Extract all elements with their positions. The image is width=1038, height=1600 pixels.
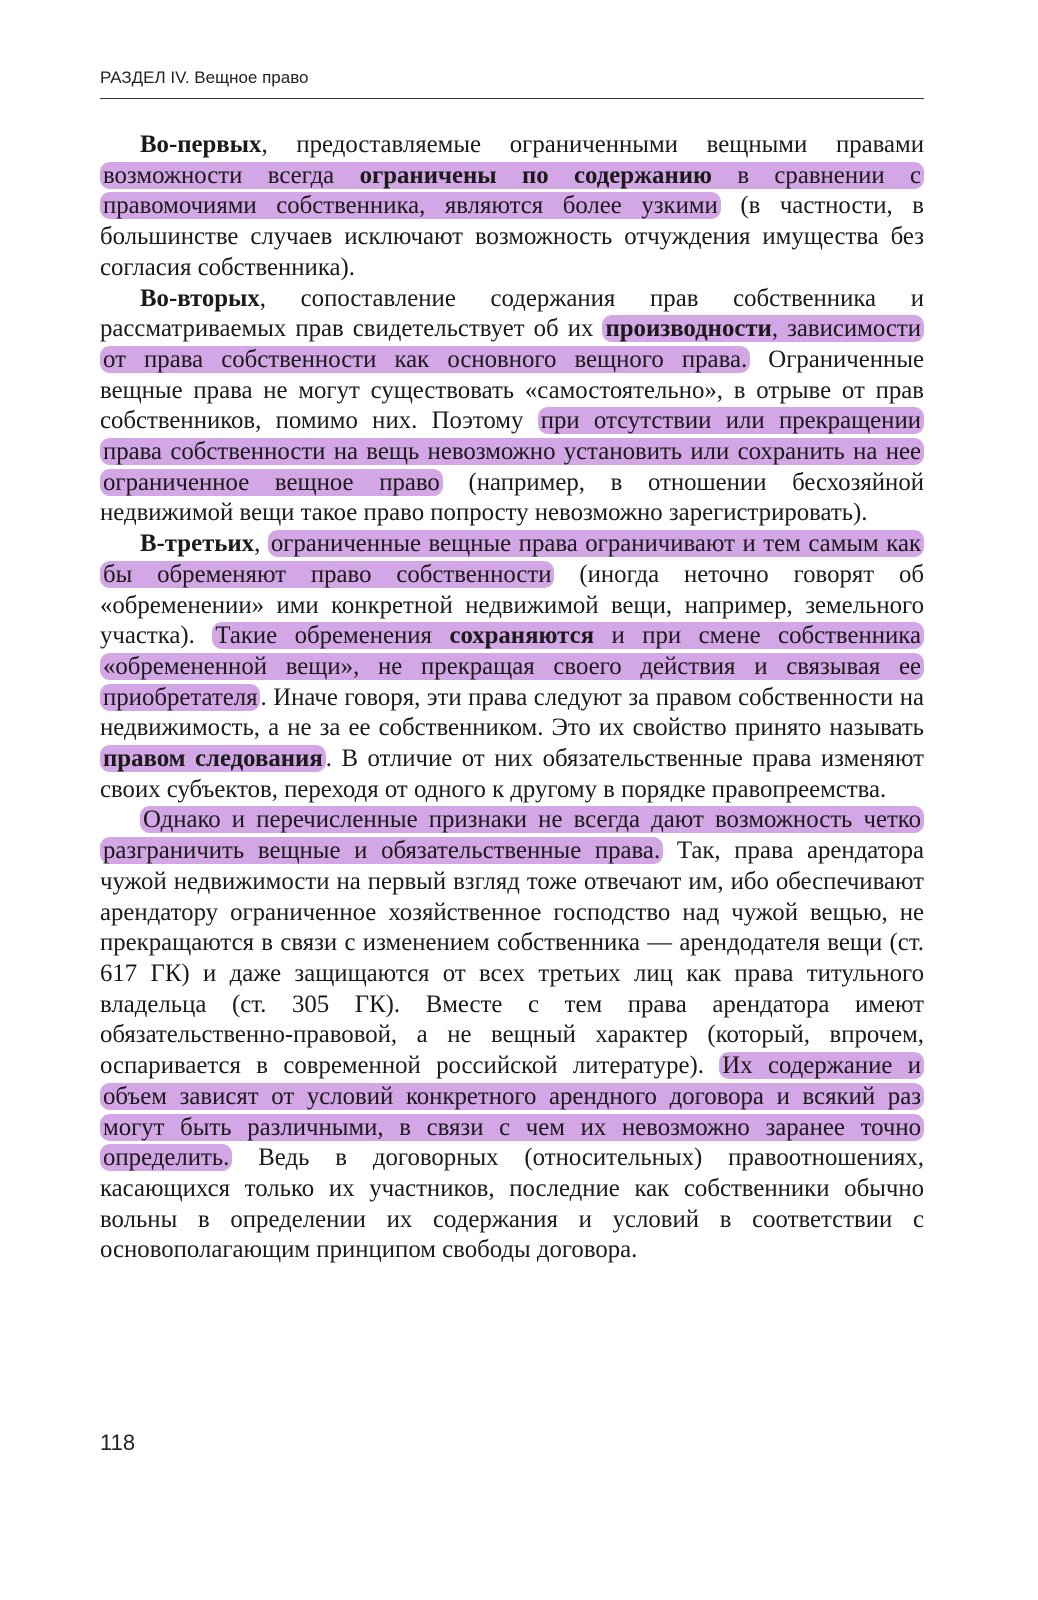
highlight: ограниченные вещные права ограничивают и тем самым как бы обременяют право собственности bbox=[100, 530, 924, 588]
highlight-text: возможности всегда bbox=[103, 161, 360, 189]
text-run: . Иначе говоря, эти права следуют за правом собственности на недвижимость, а не за ее собственником. Это их свойство принято называть bbox=[100, 683, 924, 742]
paragraph-3 bbox=[100, 529, 924, 805]
highlight-bold-text: правом следования bbox=[103, 745, 323, 773]
paragraph-1 bbox=[100, 130, 924, 284]
text-run: (иногда неточно говорят об «обременении» ими конкретной недвижимой вещи, например, земельного участка). bbox=[100, 560, 925, 650]
text-run: (например, в отношении бесхозяйной недвижимой вещи такое право попросту невозможно зарегистрировать). bbox=[100, 468, 924, 527]
text-run: Ограниченные вещные права не могут существовать «самостоятельно», в отрыве от прав собственников, помимо них. Поэтому bbox=[100, 345, 924, 435]
highlight-text: , зависимости от права собственности как основного вещного права. bbox=[103, 315, 921, 373]
highlight-text: в сравнении с правомочиями собственника, являются более узкими bbox=[103, 161, 921, 220]
running-header bbox=[100, 64, 924, 99]
text-run: , bbox=[254, 530, 268, 558]
paragraph-2 bbox=[100, 284, 924, 530]
highlight: Однако и перечисленные признаки не всегда дают возможность четко разграничить вещные и обязательственные права. bbox=[100, 806, 924, 864]
paragraph-lead: Во-первых bbox=[140, 131, 262, 158]
text-run: Так, права арендатора чужой недвижимости на первый взгляд тоже отвечают им, ибо обеспечивают арендатору ограниченное хозяйственное господство над чужой вещью, не прекращаются в связи с изменением собственника — арендодателя вещи (ст. 617 ГК) и даже защищаются от всех третьих лиц как права титульного владельца (ст. 305 ГК). Вместе с тем права арендатора имеют обязательственно-правовой, а не вещный характер (который, впрочем, оспаривается в современной российской литературе). bbox=[100, 837, 924, 1080]
highlight: при отсутствии или прекращении права собственности на вещь невозможно установить или сохранить на нее ограниченное вещное право bbox=[100, 407, 924, 495]
text-run: Ведь в договорных (относительных) правоотношениях, касающихся только их участников, последние как собственники обычно вольны в определении их содержания и условий в соответствии с основополагающим принципом свободы договора. bbox=[100, 1144, 924, 1264]
header-title: РАЗДЕЛ IV. Вещное право bbox=[100, 68, 309, 87]
highlight bbox=[100, 745, 326, 772]
body-text bbox=[100, 130, 924, 1266]
highlight-bold-text: ограничены по содержанию bbox=[359, 161, 712, 189]
highlight-bold-text: производности bbox=[605, 315, 772, 343]
highlight: Их содержание и объем зависят от условий конкретного арендного договора и всякий раз могут быть различными, в связи с чем их невозможно заранее точно определить. bbox=[100, 1052, 924, 1171]
text-run: , сопоставление содержания прав собственника и рассматриваемых прав свидетельствует об их bbox=[100, 284, 924, 343]
highlight-text: Такие обременения bbox=[215, 622, 450, 650]
paragraph-lead: В-третьих bbox=[140, 530, 255, 558]
text-run: . В отличие от них обязательственные права изменяют своих субъектов, переходя от одного к другому в порядке правопреемства. bbox=[100, 745, 924, 803]
paragraph-4 bbox=[100, 805, 924, 1266]
text-run: , предоставляемые ограниченными вещными правами bbox=[261, 131, 924, 158]
highlight-text: и при смене собственника «обремененной вещи», не прекращая своего действия и связывая ее приобретателя bbox=[103, 622, 921, 711]
page-number: 118 bbox=[100, 1430, 136, 1455]
paragraph-lead: Во-вторых bbox=[140, 284, 260, 312]
text-run: (в частности, в большинстве случаев исключают возможность отчуждения имущества без согласия собственника). bbox=[100, 192, 924, 281]
highlight-bold-text: сохраняются bbox=[449, 622, 595, 650]
